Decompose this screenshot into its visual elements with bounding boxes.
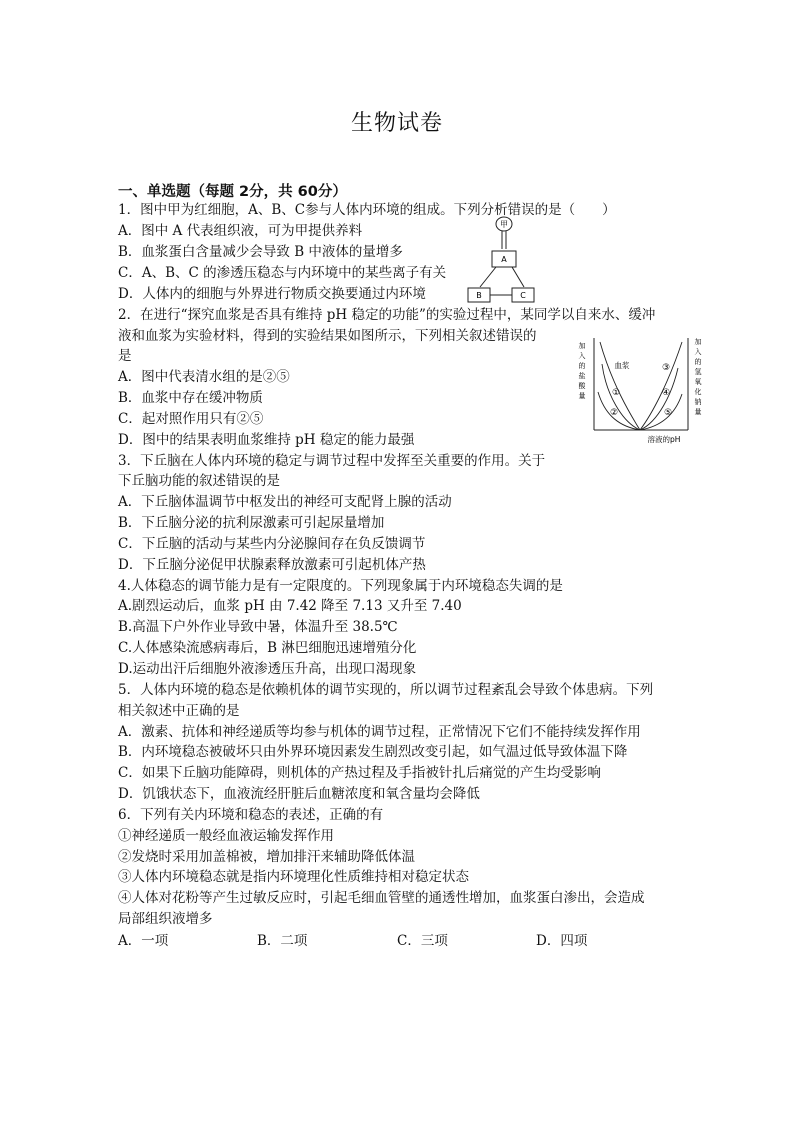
body-fluid-diagram [462,215,542,307]
q2-stem-line3: 是 [118,348,132,364]
left-axis-char: 的 [578,362,586,370]
q6-option-d: D．四项 [536,933,588,949]
left-axis-char: 酸 [578,382,586,390]
q4-option-b: B.高温下户外作业导致中暑，体温升至 38.5℃ [118,619,398,635]
q6-item-2: ②发烧时采用加盖棉被，增加排汗来辅助降低体温 [118,849,415,865]
curve-5 [640,394,682,430]
right-axis-char: 钠 [694,398,702,406]
left-axis-char: 量 [578,392,586,400]
q5-option-a: A．激素、抗体和神经递质等均参与机体的调节过程，正常情况下它们不能持续发挥作用 [118,724,641,740]
q2-stem-line1: 2．在进行“探究血浆是否具有维持 pH 稳定的功能”的实验过程中，某同学以自来水、缓冲 [118,307,656,323]
q5-stem-line1: 5．人体内环境的稳态是依赖机体的调节实现的，所以调节过程紊乱会导致个体患病。下列 [118,682,654,698]
right-axis-char: 氧 [694,378,702,386]
q4-option-c: C.人体感染流感病毒后，B 淋巴细胞迅速增殖分化 [118,640,417,656]
mark-4: ④ [661,388,671,398]
q1-stem: 1．图中甲为红细胞，A、B、C参与人体内环境的组成。下列分析错误的是（ ） [118,202,616,218]
right-axis-char: 氢 [694,368,702,376]
q1-option-b: B．血浆蛋白含量减少会导致 B 中液体的量增多 [118,244,403,260]
q2-option-d: D．图中的结果表明血浆维持 pH 稳定的能力最强 [118,432,415,448]
left-axis-char: 入 [578,352,586,360]
q2-stem-line2: 液和血浆为实验材料，得到的实验结果如图所示，下列相关叙述错误的 [118,328,537,344]
mark-5: ⑤ [663,408,673,418]
right-axis-char: 化 [694,388,702,396]
mark-3: ③ [661,363,671,373]
curve-label-plasma: 血浆 [614,361,630,370]
x-axis-label: 溶液的pH [647,435,681,444]
mark-2: ② [609,408,619,418]
label-c: C [520,291,526,300]
right-axis-char: 量 [694,408,702,416]
right-axis-char: 入 [694,348,702,356]
ph-curves-chart [572,334,706,450]
mark-1: ① [611,388,621,398]
q3-option-b: B．下丘脑分泌的抗利尿激素可引起尿量增加 [118,515,385,531]
q5-stem-line2: 相关叙述中正确的是 [118,703,240,719]
q6-option-c: C．三项 [397,933,448,949]
q3-stem-line1: 3．下丘脑在人体内环境的稳定与调节过程中发挥至关重要的作用。关于 [118,453,546,469]
q1-option-c: C．A、B、C 的渗透压稳态与内环境中的某些离子有关 [118,265,447,281]
q6-stem: 6．下列有关内环境和稳态的表述，正确的有 [118,807,384,823]
q1-option-d: D．人体内的细胞与外界进行物质交换要通过内环境 [118,286,426,302]
left-axis-char: 盐 [578,372,586,380]
q5-option-b: B．内环境稳态被破坏只由外界环境因素发生剧烈改变引起，如气温过低导致体温下降 [118,744,628,760]
label-b: B [476,291,482,300]
q2-option-b: B．血浆中存在缓冲物质 [118,390,263,406]
q6-item-4-cont: 局部组织液增多 [118,911,213,927]
q3-option-a: A．下丘脑体温调节中枢发出的神经可支配肾上腺的活动 [118,494,452,510]
section-heading: 一、单选题（每题 2分，共 60分） [118,184,347,200]
q1-option-a: A．图中 A 代表组织液，可为甲提供养料 [118,223,363,239]
q5-option-c: C．如果下丘脑功能障碍，则机体的产热过程及手指被针扎后痛觉的产生均受影响 [118,765,601,781]
q4-stem: 4.人体稳态的调节能力是有一定限度的。下列现象属于内环境稳态失调的是 [118,578,563,594]
q5-option-d: D．饥饿状态下，血液流经肝脏后血糖浓度和氧含量均会降低 [118,786,480,802]
q3-option-c: C．下丘脑的活动与某些内分泌腺间存在负反馈调节 [118,536,426,552]
label-a: A [501,255,507,264]
q3-option-d: D．下丘脑分泌促甲状腺素释放激素可引起机体产热 [118,557,426,573]
q3-stem-line2: 下丘脑功能的叙述错误的是 [118,473,280,489]
q6-option-a: A．一项 [118,933,169,949]
q6-item-3: ③人体内环境稳态就是指内环境理化性质维持相对稳定状态 [118,869,469,885]
q4-option-a: A.剧烈运动后，血浆 pH 由 7.42 降至 7.13 又升至 7.40 [118,598,462,614]
q6-item-1: ①神经递质一般经血液运输发挥作用 [118,828,334,844]
left-axis-char: 加 [578,342,586,350]
q2-option-c: C．起对照作用只有②⑤ [118,411,264,427]
q2-option-a: A．图中代表清水组的是②⑤ [118,369,290,385]
q4-option-d: D.运动出汗后细胞外液渗透压升高，出现口渴现象 [118,661,417,677]
curve-plasma-acid [600,342,640,430]
q6-item-4: ④人体对花粉等产生过敏反应时，引起毛细血管壁的通透性增加，血浆蛋白渗出，会造成 [118,890,645,906]
right-axis-char: 加 [694,338,702,346]
label-jia: 甲 [500,220,508,229]
right-axis-char: 的 [694,358,702,366]
q6-option-b: B．二项 [257,933,308,949]
page-title: 生物试卷 [350,111,443,136]
curve-3 [640,342,682,430]
